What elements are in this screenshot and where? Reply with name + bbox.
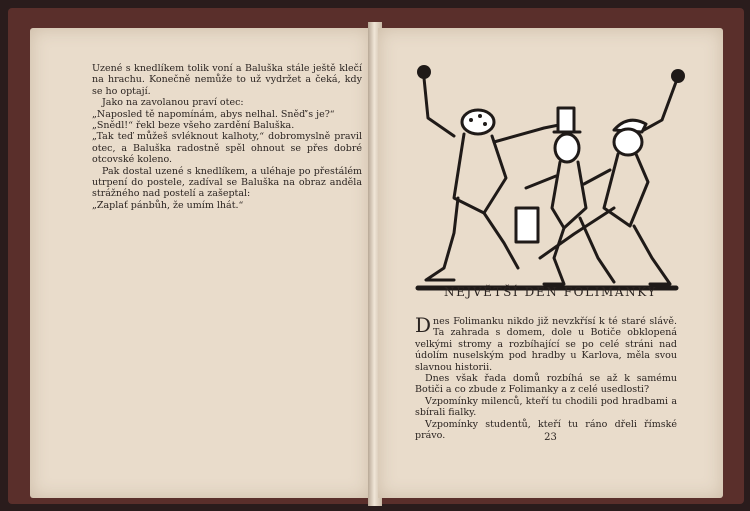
paragraph: Jako na zavolanou praví otec:: [102, 97, 244, 109]
first-paragraph: [415, 313, 677, 373]
drop-cap: D: [415, 313, 432, 337]
paragraph: Vzpomínky studentů, kteří tu ráno dřeli římské právo.: [415, 418, 677, 442]
right-page-text: [415, 313, 677, 442]
left-page-text: [92, 63, 362, 211]
paragraph: „Tak teď můžeš svléknout kalhoty,“ dobromyslně pravil otec, a Baluška radostně spěl ohnout se přes dobré otcovské koleno.: [92, 131, 362, 166]
paragraph: Uzené s knedlíkem tolik voní a Baluška stále ještě klečí na hrachu. Konečně nemůže to už vydržet a čeká, kdy se ho optají.: [92, 63, 362, 97]
illustration-three-figures: [414, 58, 704, 298]
left-page: [30, 28, 370, 498]
paragraph: Vzpomínky milenců, kteří tu chodili pod hradbami a sbírali fialky.: [415, 395, 677, 419]
page-number: 23: [544, 432, 557, 443]
chapter-title: NEJVĚTŠÍ DEN FOLIMANKY: [443, 285, 658, 299]
paragraph: „Zaplať pánbůh, že umím lhát.“: [92, 199, 244, 211]
first-paragraph-text: nes Folimanku nikdo již nevzkřísí k té staré slávě. Ta zahrada s domem, dole u Botiče obklopená velkými stromy a rozbíhající se po celé stráni nad údolím nuselským pod hradby u Karlova, měla svou slavnou historii.: [415, 316, 677, 373]
paragraph: Pak dostal uzené s knedlíkem, a uléhaje po přestálém utrpení do postele, zadíval se Baluška na obraz anděla strážného nad postelí a zašeptal:: [92, 165, 362, 200]
open-book: [8, 8, 744, 504]
paragraph: Dnes však řada domů rozbíhá se až k samému Botiči a co zbude z Folimanky a z celé usedlosti?: [415, 373, 677, 396]
paragraph: „Snědl!“ řekl beze všeho zardění Baluška.: [92, 120, 295, 132]
right-page: [378, 28, 723, 498]
paragraph: „Naposled tě napomínám, abys nelhal. Sněď’s je?“: [92, 108, 335, 120]
